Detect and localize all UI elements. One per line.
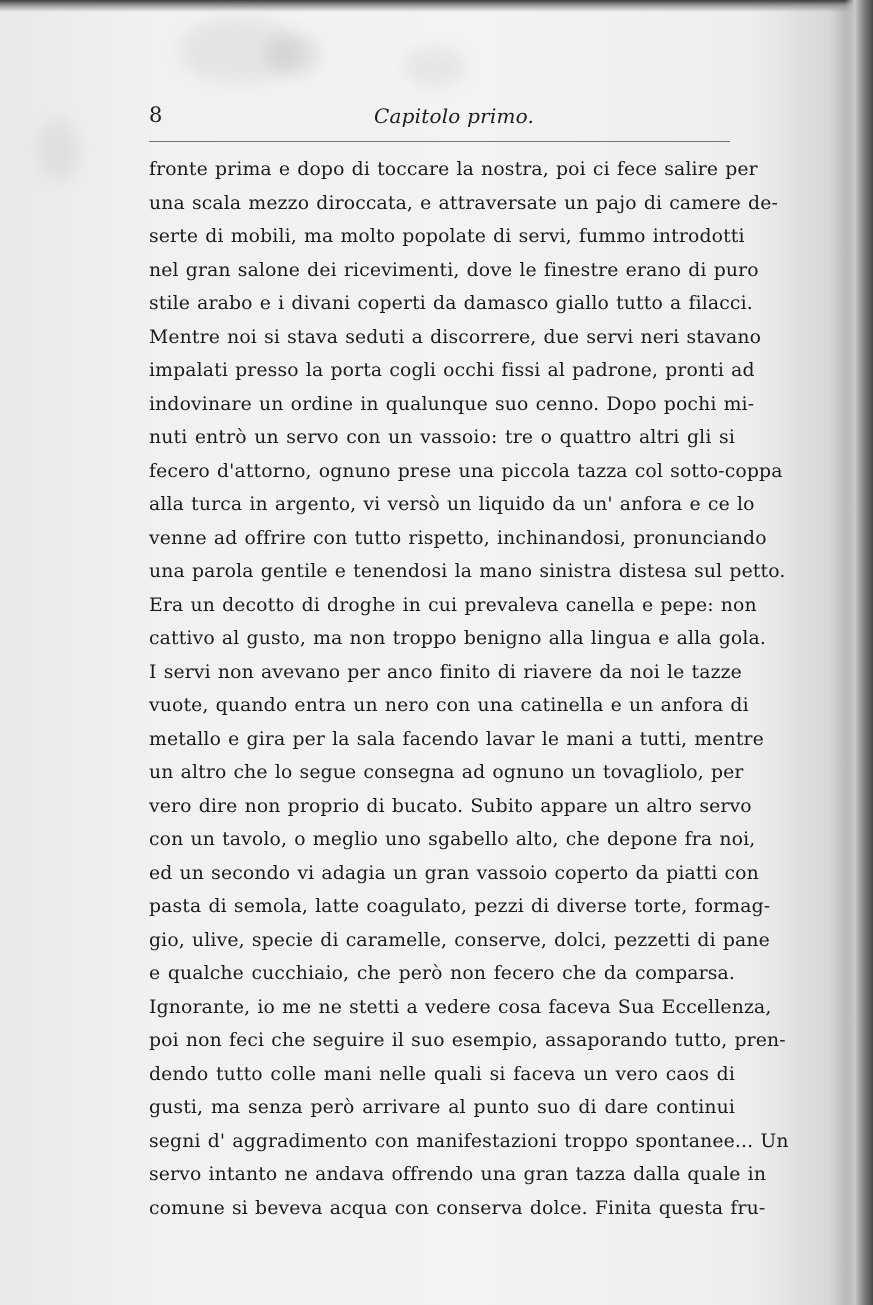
text-line: servo intanto ne andava offrendo una gran tazza dalla quale in: [149, 1164, 767, 1185]
text-line: dendo tutto colle mani nelle quali si faceva un vero caos di: [149, 1063, 735, 1085]
text-line: fecero d'attorno, ognuno prese una piccola tazza col sotto-coppa: [149, 460, 783, 482]
text-line: comune si beveva acqua con conserva dolce. Finita questa fru-: [149, 1197, 766, 1219]
text-line: Era un decotto di droghe in cui prevaleva canella e pepe: non: [149, 594, 757, 616]
text-line: alla turca in argento, vi versò un liquido da un' anfora e ce lo: [149, 494, 755, 515]
text-line: serte di mobili, ma molto popolate di servi, fummo introdotti: [149, 226, 745, 247]
text-line: indovinare un ordine in qualunque suo cenno. Dopo pochi mi-: [149, 393, 755, 415]
text-line: metallo e gira per la sala facendo lavar le mani a tutti, mentre: [149, 728, 764, 750]
scan-smudge: [405, 48, 465, 86]
text-line: poi non feci che seguire il suo esempio, assaporando tutto, pren-: [149, 1030, 786, 1051]
text-line: cattivo al gusto, ma non troppo benigno alla lingua e alla gola.: [149, 628, 767, 649]
text-line: impalati presso la porta cogli occhi fissi al padrone, pronti ad: [149, 360, 755, 381]
text-line: e qualche cucchiaio, che però non fecero che da comparsa.: [149, 963, 735, 984]
scan-top-shadow: [0, 0, 873, 12]
text-line: segni d' aggradimento con manifestazioni troppo spontanee... Un: [149, 1130, 789, 1152]
scan-smudge: [38, 120, 80, 180]
text-line: nuti entrò un servo con un vassoio: tre o quattro altri gli si: [149, 427, 735, 448]
body-text: [149, 153, 789, 1225]
text-line: gio, ulive, specie di caramelle, conserve, dolci, pezzetti di pane: [149, 929, 770, 951]
text-line: Ignorante, io me ne stetti a vedere cosa faceva Sua Eccellenza,: [149, 996, 772, 1018]
text-line: vuote, quando entra un nero con una catinella e un anfora di: [149, 695, 749, 716]
text-line: venne ad offrire con tutto rispetto, inchinandosi, pronunciando: [149, 527, 767, 549]
text-line: gusti, ma senza però arrivare al punto suo di dare continui: [149, 1097, 735, 1118]
header-rule: [149, 141, 730, 142]
text-line: ed un secondo vi adagia un gran vassoio coperto da piatti con: [149, 862, 759, 884]
text-line: un altro che lo segue consegna ad ognuno un tovagliolo, per: [149, 762, 744, 783]
text-line: fronte prima e dopo di toccare la nostra, poi ci fece salire per: [149, 159, 758, 180]
text-line: con un tavolo, o meglio uno sgabello alto, che depone fra noi,: [149, 829, 756, 850]
text-line: vero dire non proprio di bucato. Subito appare un altro servo: [149, 795, 752, 817]
text-line: nel gran salone dei ricevimenti, dove le finestre erano di puro: [149, 259, 759, 281]
text-line: stile arabo e i divani coperti da damasco giallo tutto a filacci.: [149, 293, 753, 314]
text-line: una parola gentile e tenendosi la mano sinistra distesa sul petto.: [149, 561, 786, 582]
text-line: una scala mezzo diroccata, e attraversate un pajo di camere de-: [149, 192, 778, 214]
text-line: Mentre noi si stava seduti a discorrere, due servi neri stavano: [149, 326, 762, 348]
chapter-title: Capitolo primo.: [374, 104, 535, 128]
page-number: 8: [149, 103, 163, 127]
scan-smudge: [265, 35, 320, 75]
text-line: I servi non avevano per anco finito di riavere da noi le tazze: [149, 661, 742, 683]
running-header: [149, 98, 731, 138]
scan-right-edge: [845, 0, 873, 1305]
text-line: pasta di semola, latte coagulato, pezzi di diverse torte, formag-: [149, 896, 771, 917]
